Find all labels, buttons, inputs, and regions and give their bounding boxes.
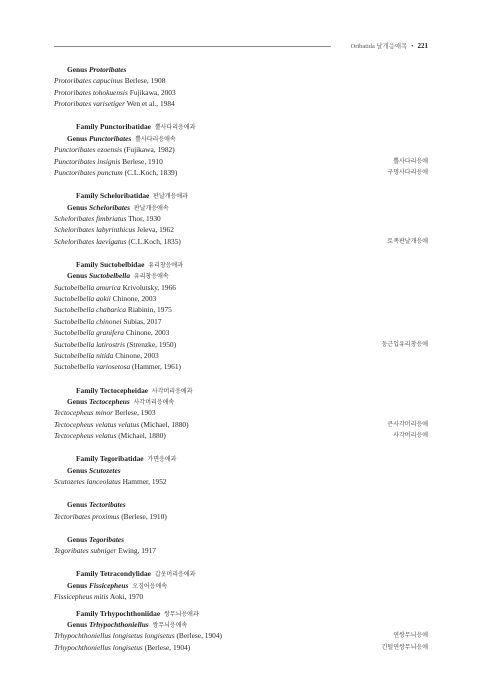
- species-entry: [54, 591, 428, 602]
- species-author: Subias, 2017: [123, 316, 162, 326]
- family-korean-name: 가면응애과: [147, 456, 177, 464]
- species-author: (Fujikawa, 1982): [123, 145, 175, 155]
- species-author: Jeleva, 1962: [136, 225, 174, 235]
- species-korean-name: 연쌍무늬응애: [393, 632, 428, 640]
- species-author: (Berlese, 1904): [144, 642, 191, 652]
- family-label: Family: [76, 454, 99, 464]
- genus-name: Tectocepheus: [89, 396, 130, 406]
- species-name: Protoribates tohokuensis: [54, 87, 128, 97]
- species-name: Scheloribates labyrinthicus: [54, 225, 136, 235]
- genus-label: Genus: [67, 465, 88, 475]
- species-author: (Berlese, 1904): [176, 631, 223, 641]
- species-name: Tectocepheus velatus: [54, 431, 117, 441]
- species-name: Trhypochthoniellus longisetus longisetus: [54, 631, 175, 641]
- species-author: (Strenzke, 1950): [126, 339, 177, 349]
- genus-korean-name: 판날개응애속: [133, 204, 169, 212]
- species-entry: [54, 304, 428, 315]
- species-author: Hammer, 1952: [122, 477, 167, 487]
- family-label: Family: [76, 191, 99, 201]
- family-heading: [54, 453, 428, 464]
- genus-korean-name: 뿔사다리응애속: [135, 135, 176, 143]
- block-spacer: [54, 487, 428, 499]
- species-name: Trhypochthoniellus longisetus: [54, 642, 143, 652]
- family-korean-name: 쌍무늬응애과: [163, 610, 199, 618]
- species-author: Berlese, 1903: [114, 408, 156, 418]
- species-name: Tectocepheus velatus velatus: [54, 419, 140, 429]
- genus-label: Genus: [67, 534, 88, 544]
- family-heading: [54, 385, 428, 396]
- species-author: (C.L.Koch, 1835): [128, 236, 181, 246]
- species-korean-name: 큰사각머리응애: [387, 420, 428, 428]
- family-name: Suctobelbidae: [100, 259, 145, 269]
- species-entry: [54, 167, 428, 178]
- family-name: Punctoribatidae: [100, 122, 151, 132]
- species-name: Scutozetes lanceolatus: [54, 477, 121, 487]
- species-author: (Hammer, 1961): [132, 362, 181, 372]
- species-author: (C.L.Koch, 1839): [124, 167, 178, 177]
- species-entry: [54, 98, 428, 109]
- species-korean-name: 구멍사다리응애: [387, 168, 428, 176]
- species-entry: [54, 144, 428, 155]
- family-korean-name: 뿔사다리응애과: [154, 124, 196, 132]
- genus-heading: [54, 64, 428, 75]
- family-name: Tectocepheidae: [99, 385, 149, 395]
- header-rule: [54, 46, 331, 47]
- species-author: (Michael, 1880): [140, 419, 189, 429]
- species-entry: [54, 476, 428, 487]
- genus-label: Genus: [67, 65, 88, 74]
- genus-heading: [54, 465, 428, 476]
- species-entry: [54, 75, 428, 86]
- taxon-list: [54, 64, 428, 653]
- family-korean-name: 갑옷머리응애과: [154, 571, 196, 579]
- species-entry: [54, 350, 428, 361]
- species-name: Suctobelbella aokii: [54, 294, 111, 304]
- species-name: Tectocepheus minor: [54, 408, 114, 418]
- family-heading: [54, 259, 428, 270]
- genus-name: Trhypochthoniellus: [89, 620, 149, 629]
- species-name: Scheloribates fimbriatus: [54, 213, 127, 223]
- species-name: Suctobelbella chinonei: [54, 316, 122, 326]
- family-korean-name: 유리창응애과: [148, 261, 184, 269]
- species-author: Thor, 1930: [128, 213, 161, 223]
- species-entry: [54, 430, 428, 441]
- genus-name: Tectoribates: [89, 500, 126, 510]
- block-spacer: [54, 442, 428, 454]
- genus-heading: [54, 202, 428, 213]
- genus-korean-name: 쌍무늬응애속: [152, 622, 188, 629]
- species-name: Punctoribates punctum: [54, 167, 123, 177]
- species-author: Berlese, 1908: [124, 76, 166, 86]
- block-spacer: [54, 373, 428, 385]
- family-name: Tegoribatidae: [99, 454, 144, 464]
- species-entry: [54, 642, 428, 653]
- genus-label: Genus: [67, 271, 88, 281]
- genus-name: Tegoribates: [89, 534, 125, 544]
- family-name: Scheloribatidae: [100, 191, 150, 201]
- species-name: Punctoribates ezoensis: [54, 145, 122, 155]
- species-author: Chinone, 2003: [112, 294, 157, 304]
- family-name: Tetracondylidae: [99, 569, 151, 579]
- species-korean-name: 긴털연쌍무늬응애: [381, 643, 428, 651]
- species-entry: [54, 156, 428, 167]
- family-heading: [54, 608, 428, 619]
- family-heading: [54, 190, 428, 201]
- genus-korean-name: 오징어응애속: [132, 582, 168, 590]
- species-entry: [54, 407, 428, 418]
- species-korean-name: 뿔사다리응애: [393, 157, 428, 165]
- species-entry: [54, 282, 428, 293]
- genus-label: Genus: [67, 580, 88, 590]
- block-spacer: [54, 178, 428, 190]
- family-name: Trhypochthoniidae: [99, 608, 161, 618]
- species-author: Berlese, 1910: [122, 156, 163, 166]
- genus-label: Genus: [67, 396, 88, 406]
- genus-heading: [54, 133, 428, 144]
- species-author: Chinone, 2003: [125, 328, 170, 338]
- species-entry: [54, 361, 428, 372]
- family-label: Family: [76, 259, 99, 269]
- family-heading: [54, 568, 428, 579]
- species-name: Protoribates varisetiger: [54, 99, 125, 109]
- genus-label: Genus: [67, 500, 88, 510]
- species-entry: [54, 236, 428, 247]
- header-text: [351, 40, 428, 53]
- block-spacer: [54, 522, 428, 534]
- species-name: Suctobelbella latirostris: [54, 339, 125, 349]
- family-label: Family: [76, 569, 99, 579]
- family-korean-name: 판날개응애과: [153, 193, 188, 201]
- running-title: Oribatida 날개응애목: [350, 43, 408, 50]
- species-entry: [54, 224, 428, 235]
- block-spacer: [54, 110, 428, 122]
- genus-label: Genus: [67, 133, 88, 143]
- species-name: Tegoribates subniger: [54, 546, 117, 556]
- species-entry: [54, 327, 428, 338]
- genus-korean-name: 사각머리응애속: [133, 398, 175, 406]
- genus-heading: [54, 534, 428, 545]
- page-number: 221: [417, 42, 428, 50]
- species-entry: [54, 316, 428, 327]
- species-name: Suctobelbella granifera: [54, 328, 124, 338]
- running-header: [54, 40, 428, 52]
- species-name: Suctobelbella variosetosa: [54, 362, 131, 372]
- genus-name: Suctobelbella: [89, 271, 131, 281]
- family-korean-name: 사각머리응애과: [151, 387, 193, 395]
- species-name: Protoribates capucinus: [54, 76, 123, 86]
- species-entry: [54, 419, 428, 430]
- genus-heading: [54, 499, 428, 510]
- genus-label: Genus: [67, 620, 88, 629]
- species-author: Wen et al., 1984: [126, 99, 175, 109]
- family-label: Family: [76, 122, 99, 132]
- block-spacer: [54, 247, 428, 259]
- species-entry: [54, 213, 428, 224]
- species-entry: [54, 511, 428, 522]
- genus-name: Fissicepheus: [89, 580, 129, 590]
- species-author: Riabinin, 1975: [127, 305, 172, 315]
- species-name: Fissicepheus mitis: [54, 592, 109, 602]
- species-author: (Michael, 1880): [118, 431, 166, 441]
- species-author: Krivolutsky, 1966: [122, 282, 176, 292]
- genus-name: Protoribates: [89, 65, 127, 74]
- species-author: Fujikawa, 2003: [129, 87, 176, 97]
- block-spacer: [54, 557, 428, 569]
- species-author: Aoki, 1970: [109, 592, 144, 602]
- species-name: Scheloribates laevigatus: [54, 236, 127, 246]
- species-entry: [54, 545, 428, 556]
- species-entry: [54, 293, 428, 304]
- genus-heading: [54, 396, 428, 407]
- species-korean-name: 둥근입유리창응애: [381, 340, 428, 348]
- species-entry: [54, 630, 428, 641]
- genus-name: Scheloribates: [89, 202, 131, 212]
- species-name: Punctoribates insignis: [54, 156, 121, 166]
- genus-korean-name: 유리창응애속: [133, 273, 169, 281]
- genus-heading: [54, 580, 428, 591]
- header-bullet: •: [411, 43, 414, 50]
- species-name: Suctobelbella amurica: [54, 282, 121, 292]
- family-heading: [54, 121, 428, 132]
- species-korean-name: 사각머리응애: [393, 432, 428, 440]
- genus-label: Genus: [67, 202, 88, 212]
- species-entry: [54, 87, 428, 98]
- family-label: Family: [76, 608, 99, 618]
- species-korean-name: 토족판날개응애: [387, 237, 428, 245]
- genus-name: Punctoribates: [89, 133, 132, 143]
- family-label: Family: [76, 385, 99, 395]
- species-author: Ewing, 1917: [118, 546, 156, 556]
- genus-heading: [54, 270, 428, 281]
- genus-heading: [54, 619, 428, 630]
- genus-name: Scutozetes: [89, 465, 121, 475]
- species-name: Suctobelbella chabarica: [54, 305, 127, 315]
- species-entry: [54, 339, 428, 350]
- species-name: Tectoribates proximus: [54, 511, 120, 521]
- species-author: Chinone, 2003: [115, 350, 159, 360]
- species-author: (Berlese, 1910): [121, 511, 167, 521]
- species-name: Suctobelbella nitida: [54, 350, 114, 360]
